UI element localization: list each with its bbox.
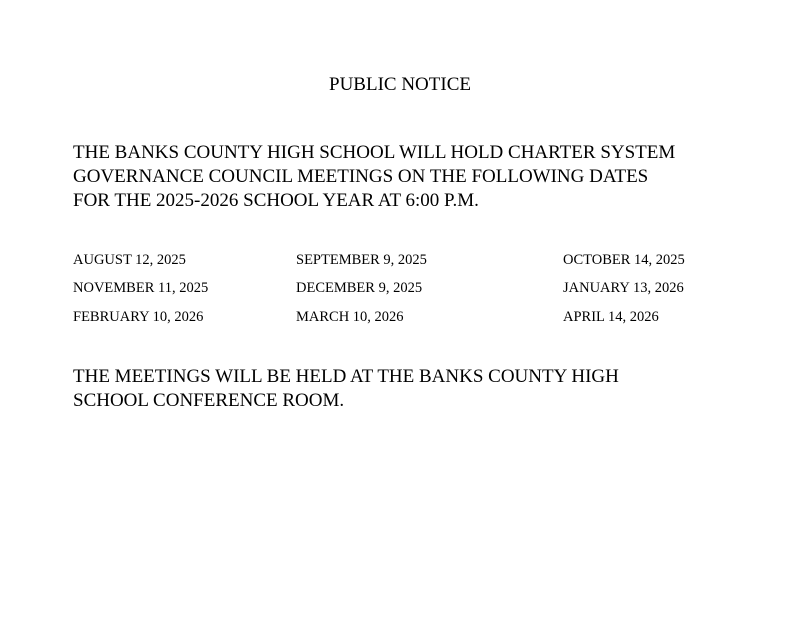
intro-line: GOVERNANCE COUNCIL MEETINGS ON THE FOLLOWING DATES [73, 166, 649, 187]
closing-line: THE MEETINGS WILL BE HELD AT THE BANKS COUNTY HIGH [73, 366, 619, 387]
meeting-date: MARCH 10, 2026 [296, 309, 404, 325]
intro-line: THE BANKS COUNTY HIGH SCHOOL WILL HOLD CHARTER SYSTEM [73, 142, 676, 163]
notice-title: PUBLIC NOTICE [329, 74, 471, 95]
meeting-date: NOVEMBER 11, 2025 [73, 280, 209, 296]
meeting-date: APRIL 14, 2026 [563, 309, 659, 325]
meeting-date: AUGUST 12, 2025 [73, 252, 186, 268]
meeting-date: SEPTEMBER 9, 2025 [296, 252, 427, 268]
closing-paragraph [73, 365, 773, 413]
dates-row [0, 307, 800, 327]
meeting-date: JANUARY 13, 2026 [563, 280, 684, 296]
intro-line: FOR THE 2025-2026 SCHOOL YEAR AT 6:00 P.M. [73, 190, 479, 211]
intro-paragraph [73, 141, 773, 213]
dates-row [0, 250, 800, 270]
meeting-date: OCTOBER 14, 2025 [563, 252, 685, 268]
dates-row [0, 278, 800, 298]
meeting-date: FEBRUARY 10, 2026 [73, 309, 204, 325]
meeting-date: DECEMBER 9, 2025 [296, 280, 423, 296]
closing-line: SCHOOL CONFERENCE ROOM. [73, 390, 345, 411]
